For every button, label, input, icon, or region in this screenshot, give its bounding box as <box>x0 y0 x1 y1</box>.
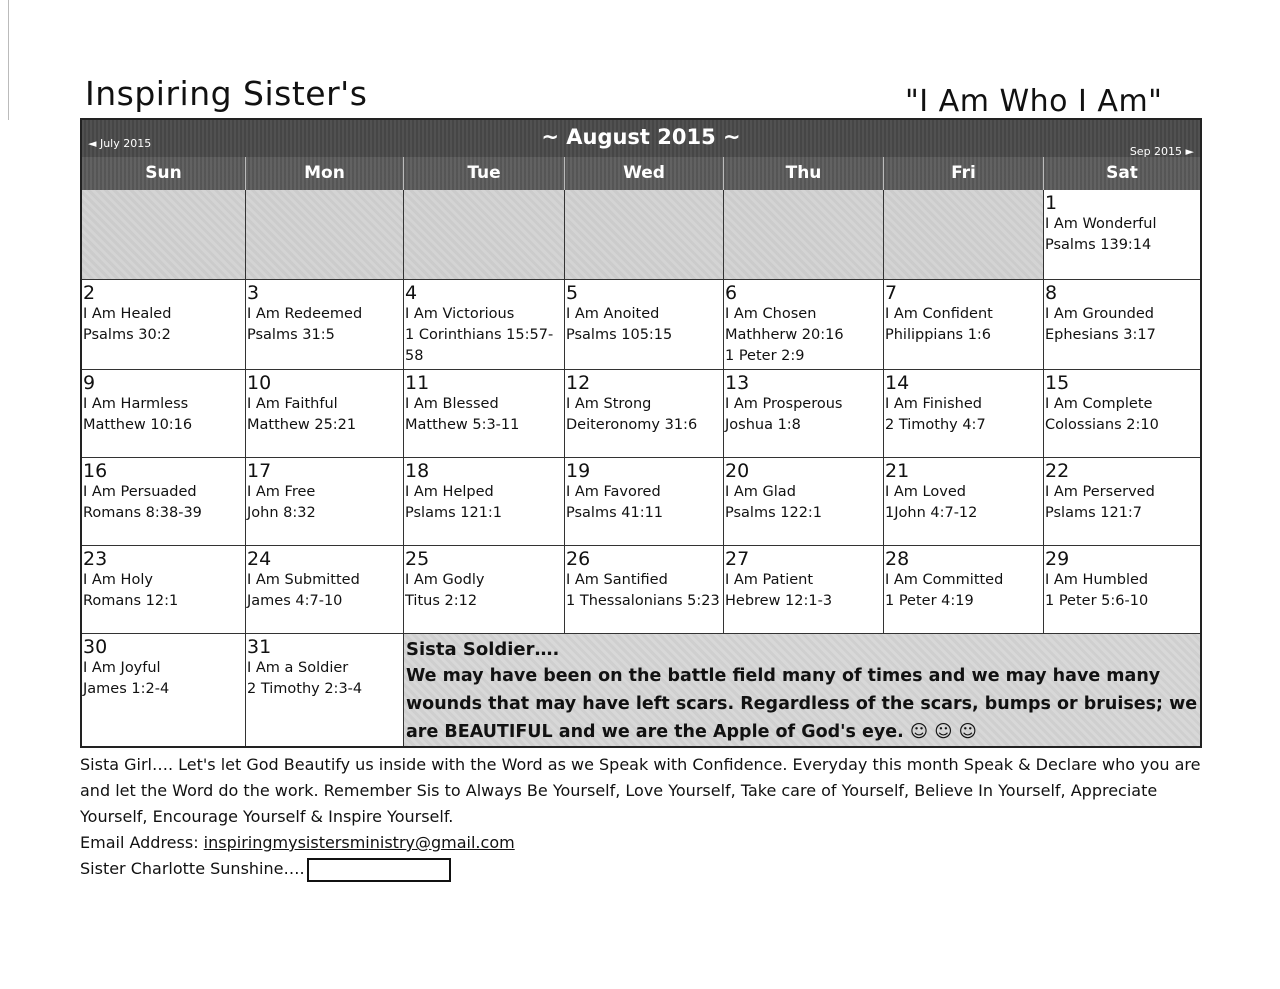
day-number: 26 <box>566 548 591 570</box>
day-number: 8 <box>1045 282 1058 304</box>
day-cell-13 <box>724 370 884 458</box>
calendar <box>80 118 1202 748</box>
signature-line <box>80 856 1210 882</box>
day-cell-8 <box>1044 280 1200 370</box>
day-cell-29 <box>1044 546 1200 634</box>
day-cell-14 <box>884 370 1044 458</box>
scripture: Deiteronomy 31:6 <box>566 417 698 433</box>
day-cell-1 <box>1044 190 1200 280</box>
day-number: 25 <box>405 548 430 570</box>
day-number: 21 <box>885 460 910 482</box>
day-number: 14 <box>885 372 910 394</box>
calendar-header <box>82 120 1200 157</box>
day-cell-21 <box>884 458 1044 546</box>
page-title: Inspiring Sister's <box>85 74 368 113</box>
affirmation: I Am Healed <box>83 306 172 322</box>
scripture: Matthew 5:3-11 <box>405 417 520 433</box>
affirmation: I Am Strong <box>566 396 652 412</box>
affirmation: I Am Victorious <box>405 306 515 322</box>
day-cell-15 <box>1044 370 1200 458</box>
affirmation: I Am Wonderful <box>1045 216 1157 232</box>
scripture: 1 Corinthians 15:57- <box>405 327 554 343</box>
day-number: 7 <box>885 282 898 304</box>
scripture: Philippians 1:6 <box>885 327 992 343</box>
day-number: 10 <box>247 372 272 394</box>
day-number: 27 <box>725 548 750 570</box>
affirmation: I Am Godly <box>405 572 485 588</box>
affirmation: I Am Faithful <box>247 396 338 412</box>
day-number: 12 <box>566 372 591 394</box>
day-number: 17 <box>247 460 272 482</box>
footer-message: Sista Girl…. Let's let God Beautify us inside with the Word as we Speak with Confidence. Everyday this month Speak & Declare who you are and let the Word do the work. Remember Sis to Always Be Yourself, Love Yourself, Take care of Yourself, Believe In Yourself, Appreciate Yourself, Encourage Yourself & Inspire Yourself. <box>80 755 1201 826</box>
scripture: Psalms 31:5 <box>247 327 335 343</box>
day-cell-31 <box>246 634 404 746</box>
affirmation: I Am Humbled <box>1045 572 1149 588</box>
scripture-cont: 58 <box>405 348 424 364</box>
dow-mon: Mon <box>246 157 404 190</box>
day-number: 20 <box>725 460 750 482</box>
day-cell-17 <box>246 458 404 546</box>
day-number: 9 <box>83 372 96 394</box>
affirmation: I Am Perserved <box>1045 484 1155 500</box>
empty-day-cell <box>404 190 565 280</box>
day-cell-18 <box>404 458 565 546</box>
email-line <box>80 830 1210 856</box>
scripture: Psalms 139:14 <box>1045 237 1152 253</box>
day-number: 16 <box>83 460 108 482</box>
day-number: 5 <box>566 282 579 304</box>
day-cell-4 <box>404 280 565 370</box>
day-cell-12 <box>565 370 724 458</box>
affirmation: I Am Redeemed <box>247 306 363 322</box>
day-number: 6 <box>725 282 738 304</box>
scripture: Ephesians 3:17 <box>1045 327 1156 343</box>
page-margin-line <box>8 0 9 120</box>
day-cell-10 <box>246 370 404 458</box>
footer <box>80 752 1210 882</box>
day-number: 19 <box>566 460 591 482</box>
day-cell-7 <box>884 280 1044 370</box>
affirmation: I Am Prosperous <box>725 396 843 412</box>
note-title: Sista Soldier…. <box>406 639 560 660</box>
day-cell-11 <box>404 370 565 458</box>
day-cell-19 <box>565 458 724 546</box>
day-number: 28 <box>885 548 910 570</box>
scripture: Psalms 105:15 <box>566 327 673 343</box>
day-number: 23 <box>83 548 108 570</box>
affirmation: I Am Joyful <box>83 660 161 676</box>
affirmation: I Am Loved <box>885 484 966 500</box>
day-number: 15 <box>1045 372 1070 394</box>
day-cell-24 <box>246 546 404 634</box>
scripture: Pslams 121:7 <box>1045 505 1143 521</box>
affirmation: I Am Finished <box>885 396 982 412</box>
day-number: 24 <box>247 548 272 570</box>
scripture: James 1:2-4 <box>83 681 170 697</box>
note-body: We may have been on the battle field many of times and we may have many wounds that may have left scars. Regardless of the scars, bumps or bruises; we are BEAUTIFUL and we are the Apple of God's eye. ☺ ☺ ☺ <box>406 666 1198 742</box>
scripture: James 4:7-10 <box>247 593 343 609</box>
affirmation: I Am Patient <box>725 572 814 588</box>
affirmation: I Am a Soldier <box>247 660 349 676</box>
day-cell-25 <box>404 546 565 634</box>
scripture: Joshua 1:8 <box>725 417 801 433</box>
day-number: 13 <box>725 372 750 394</box>
day-cell-27 <box>724 546 884 634</box>
email-link[interactable]: inspiringmysistersministry@gmail.com <box>203 833 515 852</box>
day-number: 11 <box>405 372 430 394</box>
empty-day-cell <box>246 190 404 280</box>
scripture: Psalms 30:2 <box>83 327 171 343</box>
day-cell-9 <box>82 370 246 458</box>
empty-day-cell <box>884 190 1044 280</box>
prev-month-link[interactable]: ◄ July 2015 <box>88 137 152 150</box>
affirmation: I Am Committed <box>885 572 1004 588</box>
affirmation: I Am Anoited <box>566 306 660 322</box>
dow-wed: Wed <box>565 157 724 190</box>
scripture: 2 Timothy 4:7 <box>885 417 986 433</box>
affirmation: I Am Confident <box>885 306 993 322</box>
day-cell-30 <box>82 634 246 746</box>
empty-day-cell <box>82 190 246 280</box>
sista-soldier-note <box>404 634 1200 746</box>
scripture: Pslams 121:1 <box>405 505 503 521</box>
affirmation: I Am Favored <box>566 484 661 500</box>
affirmation: I Am Glad <box>725 484 796 500</box>
scripture: 1John 4:7-12 <box>885 505 978 521</box>
affirmation: I Am Harmless <box>83 396 189 412</box>
day-cell-28 <box>884 546 1044 634</box>
affirmation: I Am Helped <box>405 484 494 500</box>
page-motto: "I Am Who I Am" <box>905 84 1163 119</box>
day-number: 29 <box>1045 548 1070 570</box>
day-cell-3 <box>246 280 404 370</box>
day-number: 22 <box>1045 460 1070 482</box>
affirmation: I Am Complete <box>1045 396 1153 412</box>
scripture-2: 1 Peter 2:9 <box>725 348 805 364</box>
day-number: 31 <box>247 636 272 658</box>
day-number: 18 <box>405 460 430 482</box>
scripture: Hebrew 12:1-3 <box>725 593 833 609</box>
day-number: 2 <box>83 282 96 304</box>
scripture: 1 Thessalonians 5:23 <box>566 593 720 609</box>
day-number: 30 <box>83 636 108 658</box>
scripture: Matthew 25:21 <box>247 417 357 433</box>
affirmation: I Am Blessed <box>405 396 499 412</box>
scripture: Psalms 41:11 <box>566 505 664 521</box>
day-cell-22 <box>1044 458 1200 546</box>
next-month-link[interactable]: Sep 2015 ► <box>1129 145 1194 158</box>
scripture: Colossians 2:10 <box>1045 417 1159 433</box>
scripture: Mathherw 20:16 <box>725 327 844 343</box>
scripture: Romans 12:1 <box>83 593 179 609</box>
day-cell-2 <box>82 280 246 370</box>
scripture: Psalms 122:1 <box>725 505 823 521</box>
scripture: 1 Peter 5:6-10 <box>1045 593 1149 609</box>
days-of-week-row <box>82 157 1200 190</box>
dow-sat: Sat <box>1106 163 1138 183</box>
scripture: 1 Peter 4:19 <box>885 593 974 609</box>
signature-label: Sister Charlotte Sunshine…. <box>80 859 305 878</box>
affirmation: I Am Holy <box>83 572 153 588</box>
empty-day-cell <box>565 190 724 280</box>
affirmation: I Am Santified <box>566 572 668 588</box>
day-cell-26 <box>565 546 724 634</box>
month-title: ~ August 2015 ~ <box>541 125 741 149</box>
signature-box <box>307 858 451 882</box>
email-label: Email Address: <box>80 833 204 852</box>
affirmation: I Am Chosen <box>725 306 817 322</box>
affirmation: I Am Submitted <box>247 572 360 588</box>
day-cell-5 <box>565 280 724 370</box>
day-cell-16 <box>82 458 246 546</box>
day-number: 3 <box>247 282 260 304</box>
scripture: Titus 2:12 <box>405 593 478 609</box>
scripture: 2 Timothy 2:3-4 <box>247 681 363 697</box>
scripture: Matthew 10:16 <box>83 417 193 433</box>
day-number: 1 <box>1045 192 1058 214</box>
calendar-grid <box>82 190 1200 746</box>
dow-fri: Fri <box>884 157 1044 190</box>
scripture: John 8:32 <box>247 505 316 521</box>
dow-sun: Sun <box>82 157 246 190</box>
dow-tue: Tue <box>404 157 565 190</box>
affirmation: I Am Free <box>247 484 316 500</box>
day-cell-23 <box>82 546 246 634</box>
empty-day-cell <box>724 190 884 280</box>
day-number: 4 <box>405 282 418 304</box>
affirmation: I Am Persuaded <box>83 484 197 500</box>
dow-thu: Thu <box>724 157 884 190</box>
day-cell-20 <box>724 458 884 546</box>
affirmation: I Am Grounded <box>1045 306 1154 322</box>
scripture: Romans 8:38-39 <box>83 505 202 521</box>
day-cell-6 <box>724 280 884 370</box>
